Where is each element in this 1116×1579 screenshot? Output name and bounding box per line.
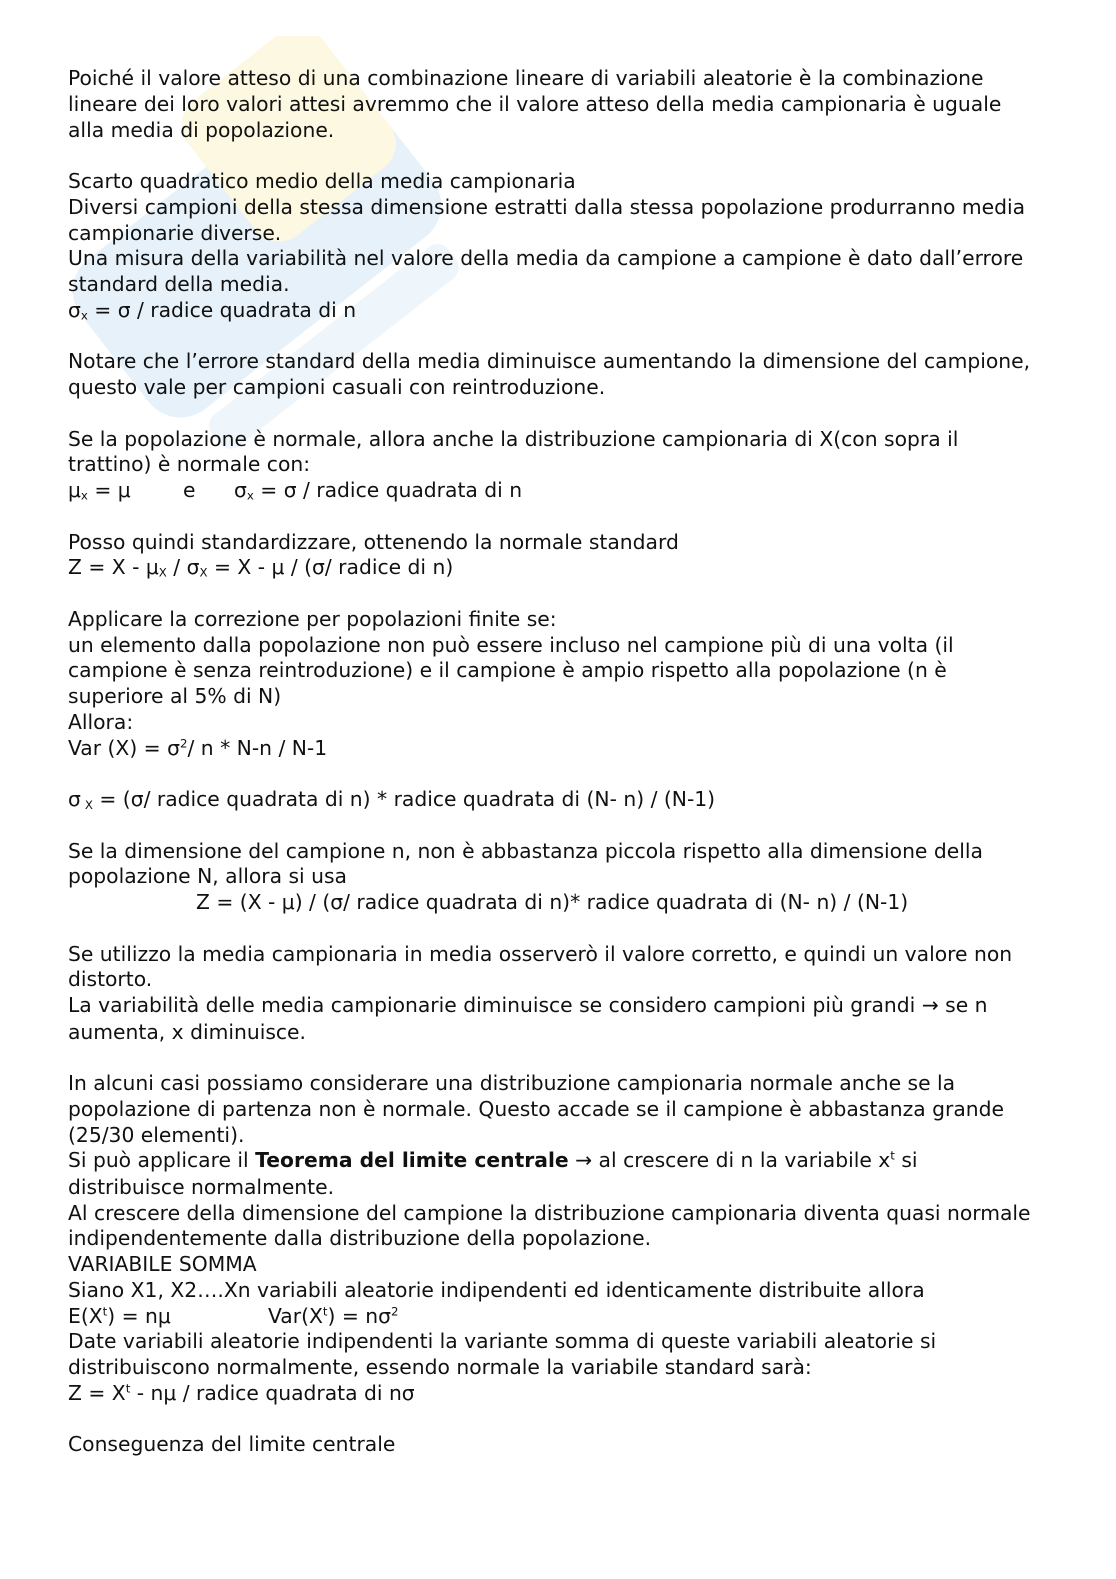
text-line [68, 1201, 1088, 1227]
text-line [68, 427, 1088, 453]
line-text: distorto. [68, 967, 153, 992]
text-line [68, 1097, 1088, 1123]
formula-line [68, 736, 1088, 762]
line-text: Si può applicare il [68, 1148, 256, 1173]
line-text: Al crescere della dimensione del campione la distribuzione campionaria diventa quasi normale [68, 1200, 1031, 1225]
text-line [68, 375, 1088, 401]
formula-superscript: 2 [391, 1304, 399, 1319]
line-text: Poiché il valore atteso di una combinazione lineare di variabili aleatorie è la combinazione [68, 66, 984, 90]
text-line [68, 839, 1088, 865]
blank-line [68, 143, 1088, 169]
formula-text: = (σ/ radice quadrata di n) * radice quadrata di (N- n) / (N-1) [92, 787, 716, 811]
text-line [68, 684, 1088, 710]
formula-superscript: t [322, 1304, 328, 1319]
formula-symbol: σ [68, 787, 81, 811]
formula-text: Z = X - μ [68, 555, 159, 580]
formula-text: ) = nμ [107, 1303, 171, 1328]
line-text: questo vale per campioni casuali con reintroduzione. [68, 375, 606, 399]
formula-expectation [68, 1304, 171, 1330]
text-line [68, 1148, 1088, 1175]
formula-line [68, 298, 1088, 324]
text-line [68, 710, 1088, 736]
formula-superscript: t [125, 1381, 131, 1396]
line-text: Notare che l’errore standard della media diminuisce aumentando la dimensione del campione, [68, 349, 1031, 374]
line-text: Se la popolazione è normale, allora anche la distribuzione campionaria di X(con sopra il [68, 426, 959, 451]
formula-text: Var (X) = σ [68, 735, 180, 760]
formula-line [68, 1304, 1088, 1330]
formula-line [68, 1381, 1088, 1407]
text-line [68, 1329, 1088, 1355]
line-text: lineare dei loro valori attesi avremmo che il valore atteso della media campionaria è uguale [68, 91, 1002, 116]
text-line [68, 1020, 1088, 1046]
section-heading [68, 1432, 1088, 1458]
line-text: distribuisce normalmente. [68, 1174, 335, 1199]
formula-text: / σ [166, 555, 200, 580]
line-text: Posso quindi standardizzare, ottenendo la normale standard [68, 529, 679, 554]
line-text: VARIABILE SOMMA [68, 1252, 257, 1277]
line-text: campione è senza reintroduzione) e il campione è ampio rispetto alla popolazione (n è [68, 658, 947, 683]
formula-std [234, 478, 522, 504]
theorem-name: Teorema del limite centrale [255, 1148, 569, 1173]
line-text: alla media di popolazione. [68, 117, 335, 142]
section-heading [68, 169, 1088, 195]
formula-subscript: X [199, 565, 208, 580]
formula-text: = μ [87, 478, 131, 502]
line-text: Se la dimensione del campione n, non è abbastanza piccola rispetto alla dimensione della [68, 838, 983, 863]
text-line [68, 607, 1088, 633]
text-line [68, 246, 1088, 272]
formula-line [68, 787, 1088, 813]
text-line [68, 993, 1088, 1020]
document-body [68, 66, 1088, 1458]
formula-superscript: 2 [179, 736, 188, 751]
blank-line [68, 1045, 1088, 1071]
text-line [68, 1278, 1088, 1304]
formula-symbol: σ [234, 478, 247, 502]
formula-text: - nμ / radice quadrata di nσ [130, 1380, 415, 1405]
formula-line [68, 555, 1088, 581]
line-text: La variabilità delle media campionarie diminuisce se considero campioni più grandi → se n [68, 993, 988, 1017]
text-line [68, 272, 1088, 298]
text-line [68, 942, 1088, 968]
formula-superscript: t [102, 1304, 108, 1319]
formula-subscript: X [84, 797, 93, 812]
text-line [68, 118, 1088, 144]
line-text: Date variabili aleatorie indipendenti la variante somma di queste variabili aleatorie si [68, 1329, 937, 1354]
line-text: popolazione N, allora si usa [68, 864, 347, 889]
formula-symbol: σ [68, 297, 81, 322]
line-text: popolazione di partenza non è normale. Questo accade se il campione è abbastanza grande [68, 1096, 1004, 1121]
formula-text: / n * N-n / N-1 [187, 735, 328, 760]
line-text: Applicare la correzione per popolazioni finite se: [68, 606, 557, 631]
formula-text: Var(X [268, 1303, 323, 1328]
line-text: standard della media. [68, 272, 290, 296]
blank-line [68, 1407, 1088, 1433]
line-text: campionarie diverse. [68, 220, 282, 245]
formula-text: Z = (X - μ) / (σ/ radice quadrata di n)* radice quadrata di (N- n) / (N-1) [196, 890, 909, 914]
text-line [68, 452, 1088, 478]
line-text: superiore al 5% di N) [68, 684, 282, 708]
text-line [68, 1071, 1088, 1097]
line-text: Una misura della variabilità nel valore della media da campione a campione è dato dall’errore [68, 246, 1024, 271]
formula-line [68, 478, 1088, 504]
formula-text: = X - μ / (σ/ radice di n) [207, 555, 454, 580]
blank-line [68, 813, 1088, 839]
formula-subscript: x [80, 488, 88, 503]
formula-line [68, 890, 1088, 916]
blank-line [68, 581, 1088, 607]
text-line [68, 92, 1088, 118]
blank-line [68, 504, 1088, 530]
formula-variance [268, 1304, 399, 1330]
text-line [68, 1226, 1088, 1252]
line-text: Allora: [68, 709, 134, 734]
formula-text: = σ / radice quadrata di n [87, 297, 357, 322]
section-heading [68, 1252, 1088, 1278]
text-line [68, 633, 1088, 659]
line-text: In alcuni casi possiamo considerare una distribuzione campionaria normale anche se la [68, 1071, 956, 1096]
line-text: Se utilizzo la media campionaria in media osserverò il valore corretto, e quindi un valore non [68, 941, 1013, 966]
line-text: un elemento dalla popolazione non può essere incluso nel campione più di una volta (il [68, 632, 954, 657]
text-line [68, 1175, 1088, 1201]
text-line [68, 967, 1088, 993]
formula-text: Z = X [68, 1380, 126, 1405]
line-text: aumenta, x diminuisce. [68, 1019, 306, 1044]
text-line [68, 221, 1088, 247]
text-line [68, 195, 1088, 221]
formula-symbol: μ [68, 478, 81, 502]
line-text: si [894, 1148, 918, 1173]
text-line [68, 658, 1088, 684]
line-text: trattino) è normale con: [68, 452, 311, 477]
line-text: (25/30 elementi). [68, 1122, 245, 1147]
blank-line [68, 761, 1088, 787]
text-line [68, 66, 1088, 92]
text-line [68, 864, 1088, 890]
blank-line [68, 916, 1088, 942]
formula-text: ) = nσ [327, 1303, 392, 1328]
formula-subscript: x [246, 488, 254, 503]
formula-subscript: x [80, 308, 88, 323]
text-line [68, 530, 1088, 556]
line-text: Conseguenza del limite centrale [68, 1432, 396, 1457]
text-line [68, 1123, 1088, 1149]
formula-subscript: X [158, 565, 167, 580]
text-line [68, 349, 1088, 375]
line-text: Scarto quadratico medio della media campionaria [68, 169, 576, 193]
line-text: Diversi campioni della stessa dimensione estratti dalla stessa popolazione produrranno media [68, 194, 1026, 219]
line-text: → al crescere di n la variabile x [568, 1148, 891, 1173]
line-text: indipendentemente dalla distribuzione della popolazione. [68, 1226, 652, 1251]
text-line [68, 1355, 1088, 1381]
formula-conjunction: e [183, 478, 196, 502]
formula-superscript: t [890, 1149, 895, 1164]
formula-mean [68, 478, 131, 504]
line-text: Siano X1, X2….Xn variabili aleatorie indipendenti ed identicamente distribuite allora [68, 1277, 925, 1302]
formula-text: E(X [68, 1303, 103, 1328]
blank-line [68, 324, 1088, 350]
line-text: distribuiscono normalmente, essendo normale la variabile standard sarà: [68, 1355, 812, 1380]
blank-line [68, 401, 1088, 427]
formula-text: = σ / radice quadrata di n [253, 478, 523, 502]
